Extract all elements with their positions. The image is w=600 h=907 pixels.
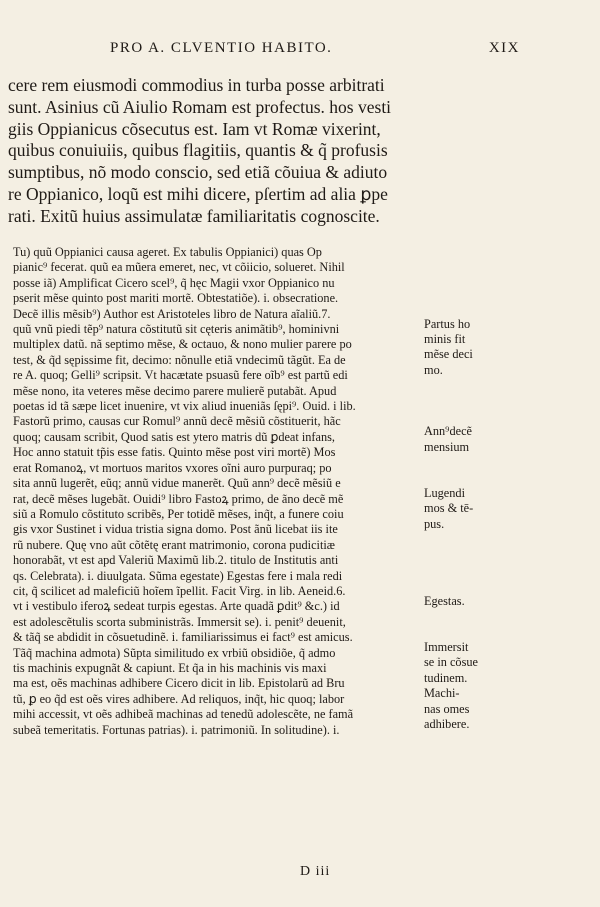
- commentary-line: test, & q̃d sępissime fit, decimo: nõnulle etiã vndecimũ tãgũt. Ea de: [13, 352, 346, 367]
- main-text-line: cere rem eiusmodi commodius in turba posse arbitrati: [8, 75, 385, 95]
- marginal-note-line: Partus ho: [424, 316, 471, 331]
- commentary-line: tũ, ꝑ eo q̃d est oẽs vires adhibere. Ad reliquos, inq̃t, hic quoq; labor: [13, 691, 345, 706]
- marginal-note: [424, 424, 494, 455]
- commentary-line: subeã temeritatis. Fortunas patrias). i. patrimoniũ. In solitudine). i.: [13, 722, 340, 737]
- commentary-line: est adolescẽtulis scorta subministrãs. Immersit se). i. penit⁹ deuenit,: [13, 614, 346, 629]
- commentary-line: Tãq̃ machina admota) Sũpta similitudo ex vrbiũ obsidiõe, q̃ admo: [13, 645, 336, 660]
- marginal-note-line: Egestas.: [424, 593, 465, 608]
- commentary-line: Fastorũ primo, causas cur Romul⁹ annũ decẽ mẽsiũ cõstituerit, hãc: [13, 414, 341, 429]
- running-title: PRO A. CLVENTIO HABITO.: [110, 40, 333, 56]
- commentary-line: sita annũ lugerẽt, eũq; annũ vidue manerẽt. Quũ ann⁹ decẽ mẽsiũ e: [13, 476, 341, 491]
- marginal-note: [424, 594, 494, 609]
- main-text-line: quibus conuiuiis, quibus flagitiis, quantis & q̃ profusis: [8, 140, 388, 161]
- main-text-line: giis Oppianicus cõsecutus est. Iam vt Romæ vixerint,: [8, 118, 381, 139]
- commentary-line: tis machinis expugnãt & capiunt. Et q̃a in his machinis vis maxi: [13, 660, 327, 675]
- marginal-note-line: mẽse deci: [424, 347, 473, 362]
- marginal-note: [424, 640, 494, 686]
- commentary-line: cit, q̃ scilicet ad maleficiũ hoĩem ĩpellit. Facit Virg. in lib. Aeneid.6.: [13, 583, 346, 598]
- marginal-note: [424, 486, 494, 532]
- marginal-note: [424, 686, 494, 732]
- main-text-line: sunt. Asinius cũ Aiulio Romam est profectus. hos vesti: [8, 96, 392, 117]
- marginal-note-line: Lugendi: [424, 486, 465, 500]
- commentary-line: mẽse nono, ita veteres mẽse decimo parere mulierẽ putabãt. Apud: [13, 383, 337, 398]
- main-text-block: [8, 75, 448, 228]
- main-text-line: rati. Exitũ huius assimulatæ familiaritatis cognoscite.: [8, 205, 380, 226]
- marginal-note-line: mo.: [424, 362, 443, 377]
- marginal-note-line: nas omes: [424, 701, 470, 716]
- commentary-line: honorabãt, vt est apd Valeriũ Maximũ lib.2. titulo de Institutis anti: [13, 553, 339, 568]
- commentary-line: mihi accessit, vt oẽs adhibeã machinas ad tenedũ adolescẽte, ne famã: [13, 707, 354, 722]
- marginal-note-line: Immersit: [424, 640, 469, 654]
- commentary-line: qs. Celebrata). i. diuulgata. Sũma egestate) Egestas fere i mala redi: [13, 568, 343, 583]
- folio-number: XIX: [488, 40, 520, 56]
- marginal-note-line: se in cõsue: [424, 655, 478, 670]
- marginal-note-line: minis fit: [424, 332, 466, 346]
- marginal-note-line: tudinem.: [424, 670, 468, 685]
- commentary-line: Tu) quũ Oppianici causa ageret. Ex tabulis Oppianici) quas Op: [13, 245, 322, 259]
- marginal-note-line: pus.: [424, 516, 445, 531]
- marginal-note-line: mensium: [424, 439, 470, 454]
- commentary-line: ma est, oẽs machinas adhibere Cicero dicit in lib. Epistolarũ ad Bru: [13, 676, 345, 691]
- commentary-line: gis vxor Sustinet i vidua tristia signa domo. Post ãnũ licebat iis ite: [13, 522, 338, 537]
- commentary-line: rat, decẽ mẽses lugebãt. Ouidi⁹ libro Fastoꝝ primo, de ãno decẽ mẽ: [13, 491, 344, 506]
- marginal-note-line: mos & tē-: [424, 501, 474, 516]
- commentary-line: quoq; causam scribit, Quod satis est ytero matris dũ ꝑdeat infans,: [13, 429, 335, 444]
- signature-mark: D iii: [300, 864, 331, 879]
- main-text-line: sumptibus, nõ modo conscio, sed etiã cõuiua & adiuto: [8, 162, 388, 183]
- main-text-line: re Oppianico, loqũ est mihi dicere, pſertim ad alia ꝑpe: [8, 183, 388, 204]
- commentary-line: siũ a Romulo cõstituto scribẽs, Per totidẽ mẽses, inq̃t, a funere coiu: [13, 506, 344, 521]
- commentary-line: poetas id tã sæpe licet inuenire, vt vix aliud inueniãs ſępi⁹. Ouid. i lib.: [13, 399, 356, 414]
- marginal-note-line: adhibere.: [424, 717, 470, 731]
- commentary-block: [13, 245, 423, 738]
- commentary-line: re A. quoq; Gelli⁹ scripsit. Vt hacætate psuasũ fere oĩb⁹ est partũ edi: [13, 368, 348, 383]
- commentary-line: & tãq̃ se abdidit in cõsuetudinẽ. i. familiarissimus ei fact⁹ est amicus.: [13, 630, 353, 645]
- commentary-line: pianic⁹ fecerat. quũ ea mũera emeret, nec, vt cõiicio, solueret. Nihil: [13, 260, 345, 275]
- commentary-line: rũ nubere. Quę vno aũt cõtẽtę erant matrimonio, corona pudicitiæ: [13, 537, 336, 552]
- commentary-line: quũ vnũ piedi tẽp⁹ natura cõstitutũ sit cęteris animãtib⁹, hominivni: [13, 322, 340, 337]
- commentary-line: Hoc anno statuit tp̃is esse fatis. Quinto mẽse post viri mortẽ) Mos: [13, 445, 336, 460]
- commentary-line: multiplex datũ. nã septimo mẽse, & octauo, & nono mulier parere po: [13, 337, 352, 352]
- commentary-line: vt i vestibulo iferoꝝ sedeat turpis egestas. Arte quadã ꝑdit⁹ &c.) id: [13, 599, 340, 614]
- marginal-note-line: Ann⁹decẽ: [424, 424, 472, 439]
- commentary-line: erat Romanoꝝ, vt mortuos maritos vxores oĩni auro purpuraq; po: [13, 460, 332, 475]
- marginal-note-line: Machi-: [424, 686, 460, 701]
- commentary-line: posse iã) Amplificat Cicero scel⁹, q̃ hęc Magii vxor Oppianico nu: [13, 275, 335, 290]
- marginal-note: [424, 317, 494, 379]
- commentary-line: pserit mẽse quinto post mariti mortẽ. Obtestatiõe). i. obsecratione.: [13, 291, 339, 306]
- commentary-line: Decẽ illis mẽsib⁹) Author est Aristoteles libro de Natura aĩaliũ.7.: [13, 306, 331, 321]
